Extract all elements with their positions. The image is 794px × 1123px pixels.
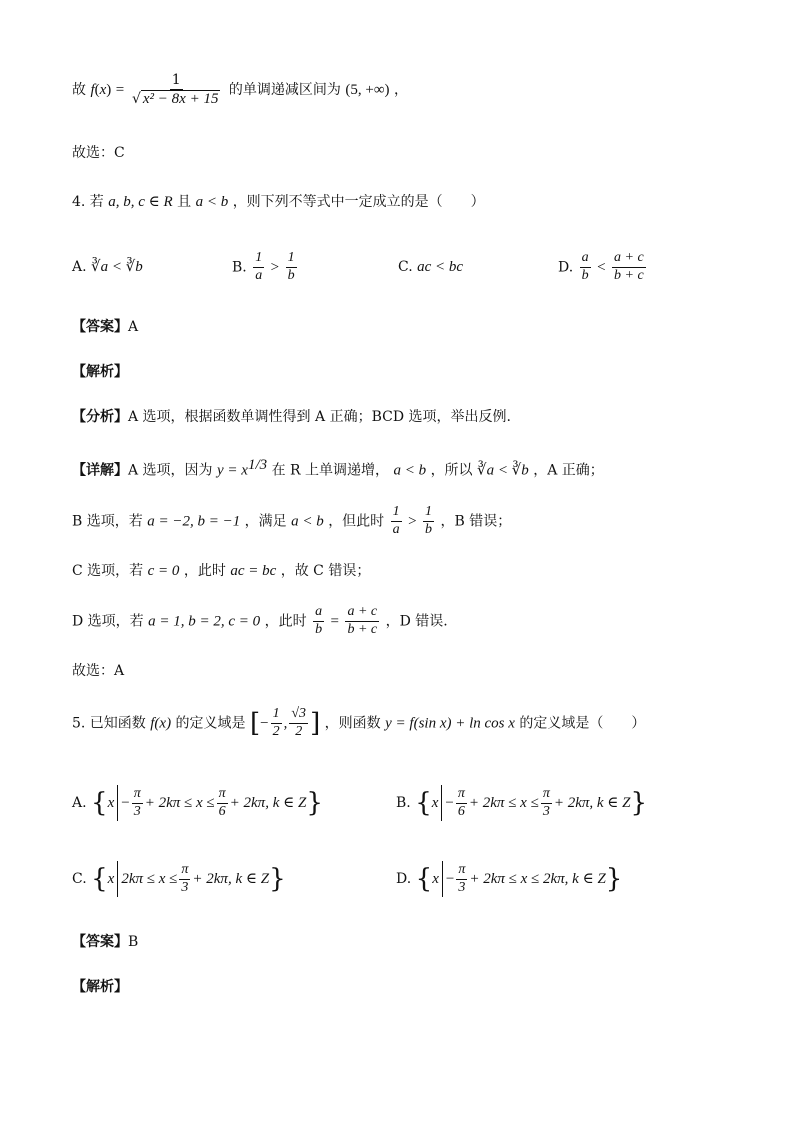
option-b: B. {x − $\frac{\pi}{6}$ + 2kπ ≤ x ≤ $\frac{\pi}{3}$ + 2kπ, k ∈ Z} [396,785,647,821]
text: ，则下列不等式中一定成立的是（ ） [232,194,485,210]
text: B 选项，若 [72,513,143,530]
math: + 2kπ, k ∈ Z [229,795,307,811]
fraction-denominator: b + c [347,621,378,637]
analysis-tag: 【分析】 [72,409,128,425]
fraction-numerator: a + c [345,604,379,622]
fraction-numerator: 1 [423,504,434,522]
fraction-denominator: 3 [458,879,466,895]
set-variable: x [107,871,115,887]
radicand: x² − 8x + 15 [142,90,219,107]
set-variable: x [107,795,115,811]
exponent: 1/3 [247,457,268,473]
fraction-numerator: a [313,604,324,622]
answer-line [72,935,138,949]
fraction-numerator: π [456,786,467,804]
math: ∛a < ∛b [477,462,529,479]
math: c = 0 [147,563,180,579]
minus-sign: − [445,871,455,887]
text: ，故 C 错误； [280,563,371,579]
math: f(x) [150,715,172,732]
text: ，所以 [430,462,473,479]
text: ，此时 [183,563,226,579]
set-variable: x [431,795,439,811]
fraction-numerator: 1 [286,250,297,268]
fraction-denominator: 3 [181,879,189,895]
option-c [398,260,463,275]
answer-value: B [128,934,139,950]
math: a < b [393,462,427,479]
option-d [558,250,648,285]
text: ，D 错误. [385,613,448,630]
text: 且 [177,194,192,210]
choice-line: 故选：C [72,145,125,161]
text: C 选项，若 [72,563,144,579]
text: 5. 已知函数 [72,715,146,732]
text: 的单调递减区间为 [228,81,341,98]
math-x: x [99,81,107,98]
fraction-numerator: π [541,786,552,804]
option-label: C. [398,259,413,275]
math: + 2kπ ≤ x ≤ [144,795,215,811]
relation: > [408,513,417,530]
relation: < [597,259,606,276]
math: y = x [217,462,248,479]
fraction-numerator: π [456,862,467,880]
math: a < b [195,194,229,210]
minus-sign: − [121,795,130,811]
fraction: $\frac{1}{\text{√ x² − 8x + 15}}$ [131,72,219,107]
math: 2kπ ≤ x ≤ [121,871,178,887]
text: 在 R 上单调递增， [271,462,390,479]
option-label: A. [72,795,87,811]
option-b [232,250,299,285]
fraction-denominator: 3 [133,803,141,819]
fraction-numerator: 1 [391,504,402,522]
text: ， [393,81,408,98]
fraction-numerator: π [179,862,190,880]
fraction-numerator: √3 [289,706,308,724]
math: y = f(sin x) + ln cos x [385,715,515,732]
fraction-denominator: b [425,521,433,537]
option-a [72,260,143,275]
math: a, b, c ∈ R [108,194,173,210]
fraction-numerator: a [580,250,591,268]
fraction-numerator: a + c [612,250,646,268]
fraction-denominator: a [392,521,400,537]
option-c: C. {x 2kπ ≤ x ≤ $\frac{\pi}{3}$ + 2kπ, k ∈ Z} [72,861,286,897]
fraction-denominator: 3 [542,803,550,819]
fraction-denominator: b [315,621,323,637]
fraction-denominator: 6 [218,803,226,819]
fraction-denominator: a [255,267,263,283]
text: ，则函数 [324,715,381,732]
answer-line [72,320,138,334]
math: ac = bc [230,563,277,579]
fraction-denominator: 2 [272,723,280,739]
math-f: f [90,81,95,98]
text: ，A 正确； [533,462,604,479]
analysis-heading: 【解析】 [72,364,128,380]
text: A 选项，因为 [128,462,213,479]
math: a = −2, b = −1 [147,513,241,530]
text: ，此时 [264,613,307,630]
option-label: D. [558,259,574,276]
option-label: B. [232,259,247,276]
text: 的定义域是（ ） [519,715,646,732]
math: a = 1, b = 2, c = 0 [148,613,261,630]
question-5-stem: 5. 已知函数 f(x) 的定义域是 [− $\frac{1}{2}$ , $\frac{√3}{2}$ ] ，则函数 y = f(sin x) + ln cos x 的定义域是（ ） [72,706,646,739]
fraction-numerator: π [217,786,228,804]
answer-tag: 【答案】 [72,319,128,335]
fraction-denominator: b + c [614,267,644,283]
math: + 2kπ, k ∈ Z [553,795,631,811]
minus-sign: − [445,795,454,811]
fraction-denominator: b [287,267,295,283]
relation: = [330,613,339,630]
choice-line: 故选：A [72,663,125,679]
option-label: B. [396,795,411,811]
option-b-explanation [72,504,511,539]
option-math: ∛a < ∛b [91,259,143,275]
math: + 2kπ ≤ x ≤ 2kπ, k ∈ Z [469,871,606,887]
fraction-numerator: 1 [253,250,264,268]
set-variable: x [432,871,439,887]
option-d: D. {x − $\frac{\pi}{3}$ + 2kπ ≤ x ≤ 2kπ, k ∈ Z} [396,861,622,897]
answer-value: A [128,319,139,335]
fraction-numerator: 1 [171,72,181,88]
text: 4. 若 [72,194,104,210]
option-math: ac < bc [417,259,464,275]
answer-tag: 【答案】 [72,934,128,950]
math: + 2kπ, k ∈ Z [192,871,270,887]
relation: > [270,259,280,276]
analysis-line [72,410,511,424]
text: ，满足 [244,513,287,530]
text: 故 [72,81,86,98]
text: ，B 错误； [440,513,512,530]
option-label: C. [72,871,87,887]
math: a < b [291,513,324,530]
detail-line [72,458,604,479]
fraction-denominator: b [581,267,589,283]
math: + 2kπ ≤ x ≤ [468,795,539,811]
option-a: A. {x − $\frac{\pi}{3}$ + 2kπ ≤ x ≤ $\frac{\pi}{6}$ + 2kπ, k ∈ Z} [72,785,323,821]
option-c-explanation [72,564,370,579]
fraction-denominator: 6 [457,803,465,819]
option-label: A. [72,259,87,275]
text: D 选项，若 [72,613,144,630]
question-4-stem [72,195,485,210]
text: A 选项，根据函数单调性得到 A 正确；BCD 选项，举出反例. [128,409,511,425]
fraction-denominator: 2 [295,723,303,739]
math-interval: (5, +∞) [345,81,390,98]
option-d-explanation [72,604,448,639]
text: 的定义域是 [175,715,246,732]
detail-tag: 【详解】 [72,462,128,479]
text: ，但此时 [328,513,385,530]
option-label: D. [396,871,412,887]
fraction-numerator: π [132,786,143,804]
line-decreasing-interval: 故 f(x) = $\frac{1}{\text{√ x² − 8x + 15}}$ 的单调递减区间为 (5, +∞) ， [72,72,408,107]
analysis-heading: 【解析】 [72,979,128,995]
fraction-numerator: 1 [271,706,282,724]
